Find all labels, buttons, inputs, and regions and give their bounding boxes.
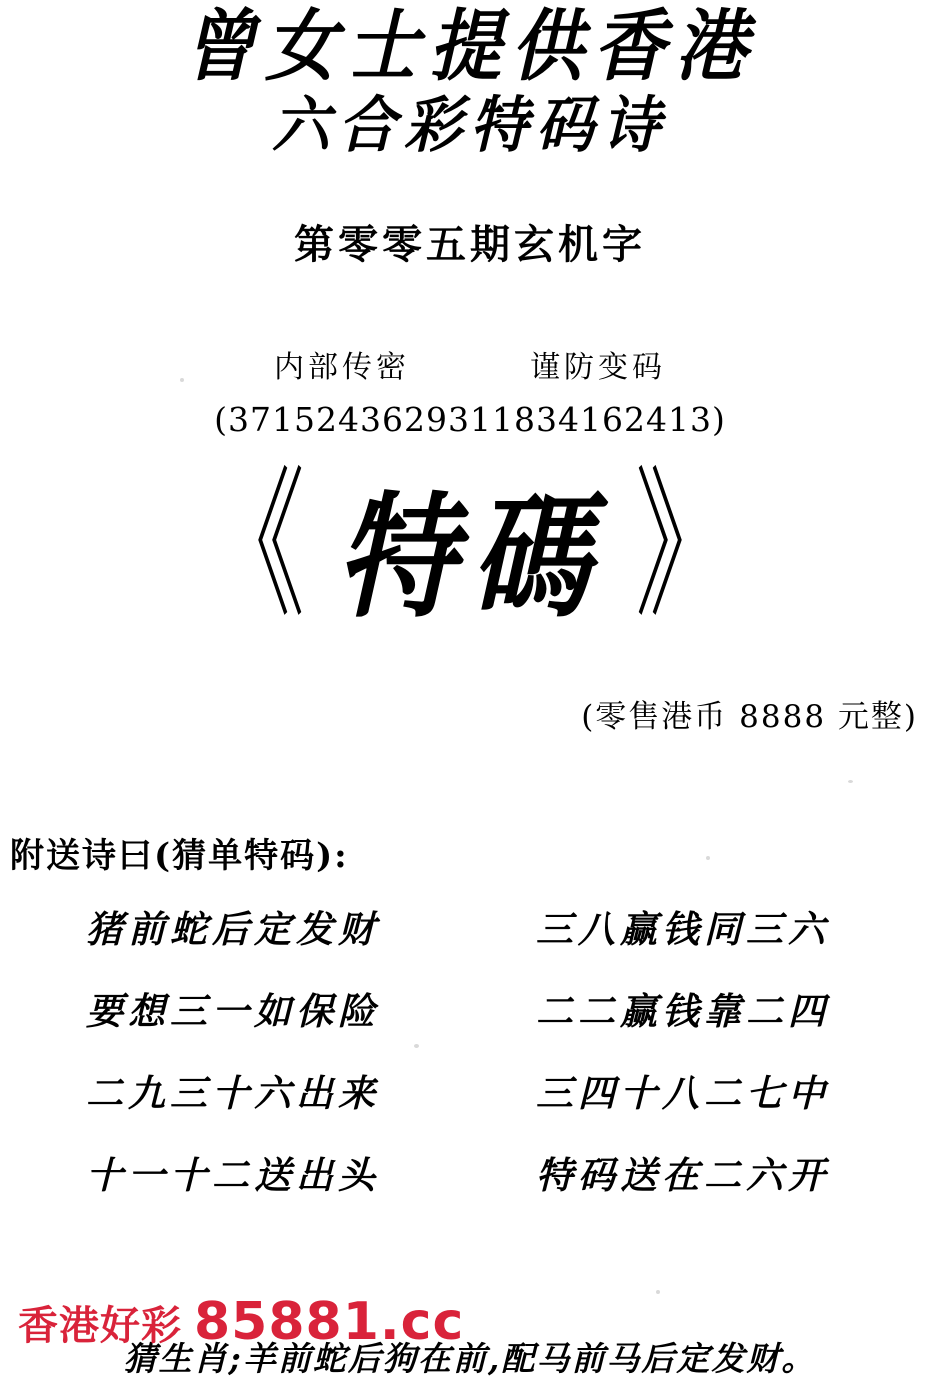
page-title-sub: 六合彩特码诗: [271, 88, 668, 161]
notice-right: 谨防变码: [530, 350, 666, 386]
scan-speck: [656, 1290, 660, 1294]
right-bracket-glyph: 》: [635, 453, 734, 641]
watermark-text: 香港好彩: [18, 1303, 182, 1349]
poem-section-header: 附送诗曰(猜单特码):: [10, 836, 349, 877]
issue-title: 第零零五期玄机字: [294, 221, 646, 269]
poem-line: 要想三一如保险: [86, 989, 380, 1034]
poem-line: 十一十二送出头: [86, 1153, 380, 1198]
price-note: (零售港币 8888 元整): [581, 699, 918, 736]
poem-line: 三八赢钱同三六: [536, 907, 830, 952]
poem-line: 二二赢钱靠二四: [536, 989, 830, 1034]
watermark-url: 85881.cc: [194, 1292, 465, 1352]
poem-grid: [0, 899, 940, 1199]
notice-left: 内部传密: [274, 350, 410, 386]
scan-speck: [848, 780, 853, 783]
scan-speck: [706, 856, 710, 860]
poem-line: 二九三十六出来: [86, 1071, 380, 1116]
special-code-block: [0, 453, 940, 641]
notice-row: [0, 342, 940, 386]
poem-line: 猪前蛇后定发财: [86, 907, 380, 952]
poem-line: 三四十八二七中: [536, 1071, 830, 1116]
special-code-text: 特碼: [336, 479, 604, 637]
scan-speck: [414, 1044, 419, 1048]
page-title-main: 曾女士提供香港: [182, 0, 757, 92]
watermark: [18, 1292, 464, 1352]
scan-speck: [180, 378, 184, 382]
poem-line: 特码送在二六开: [536, 1153, 830, 1198]
serial-code: (3715243629311834162413): [214, 400, 726, 440]
left-bracket-glyph: 《: [206, 453, 305, 641]
footer-note: 猜生肖;羊前蛇后狗在前,配马前马后定发财。: [123, 1339, 817, 1378]
